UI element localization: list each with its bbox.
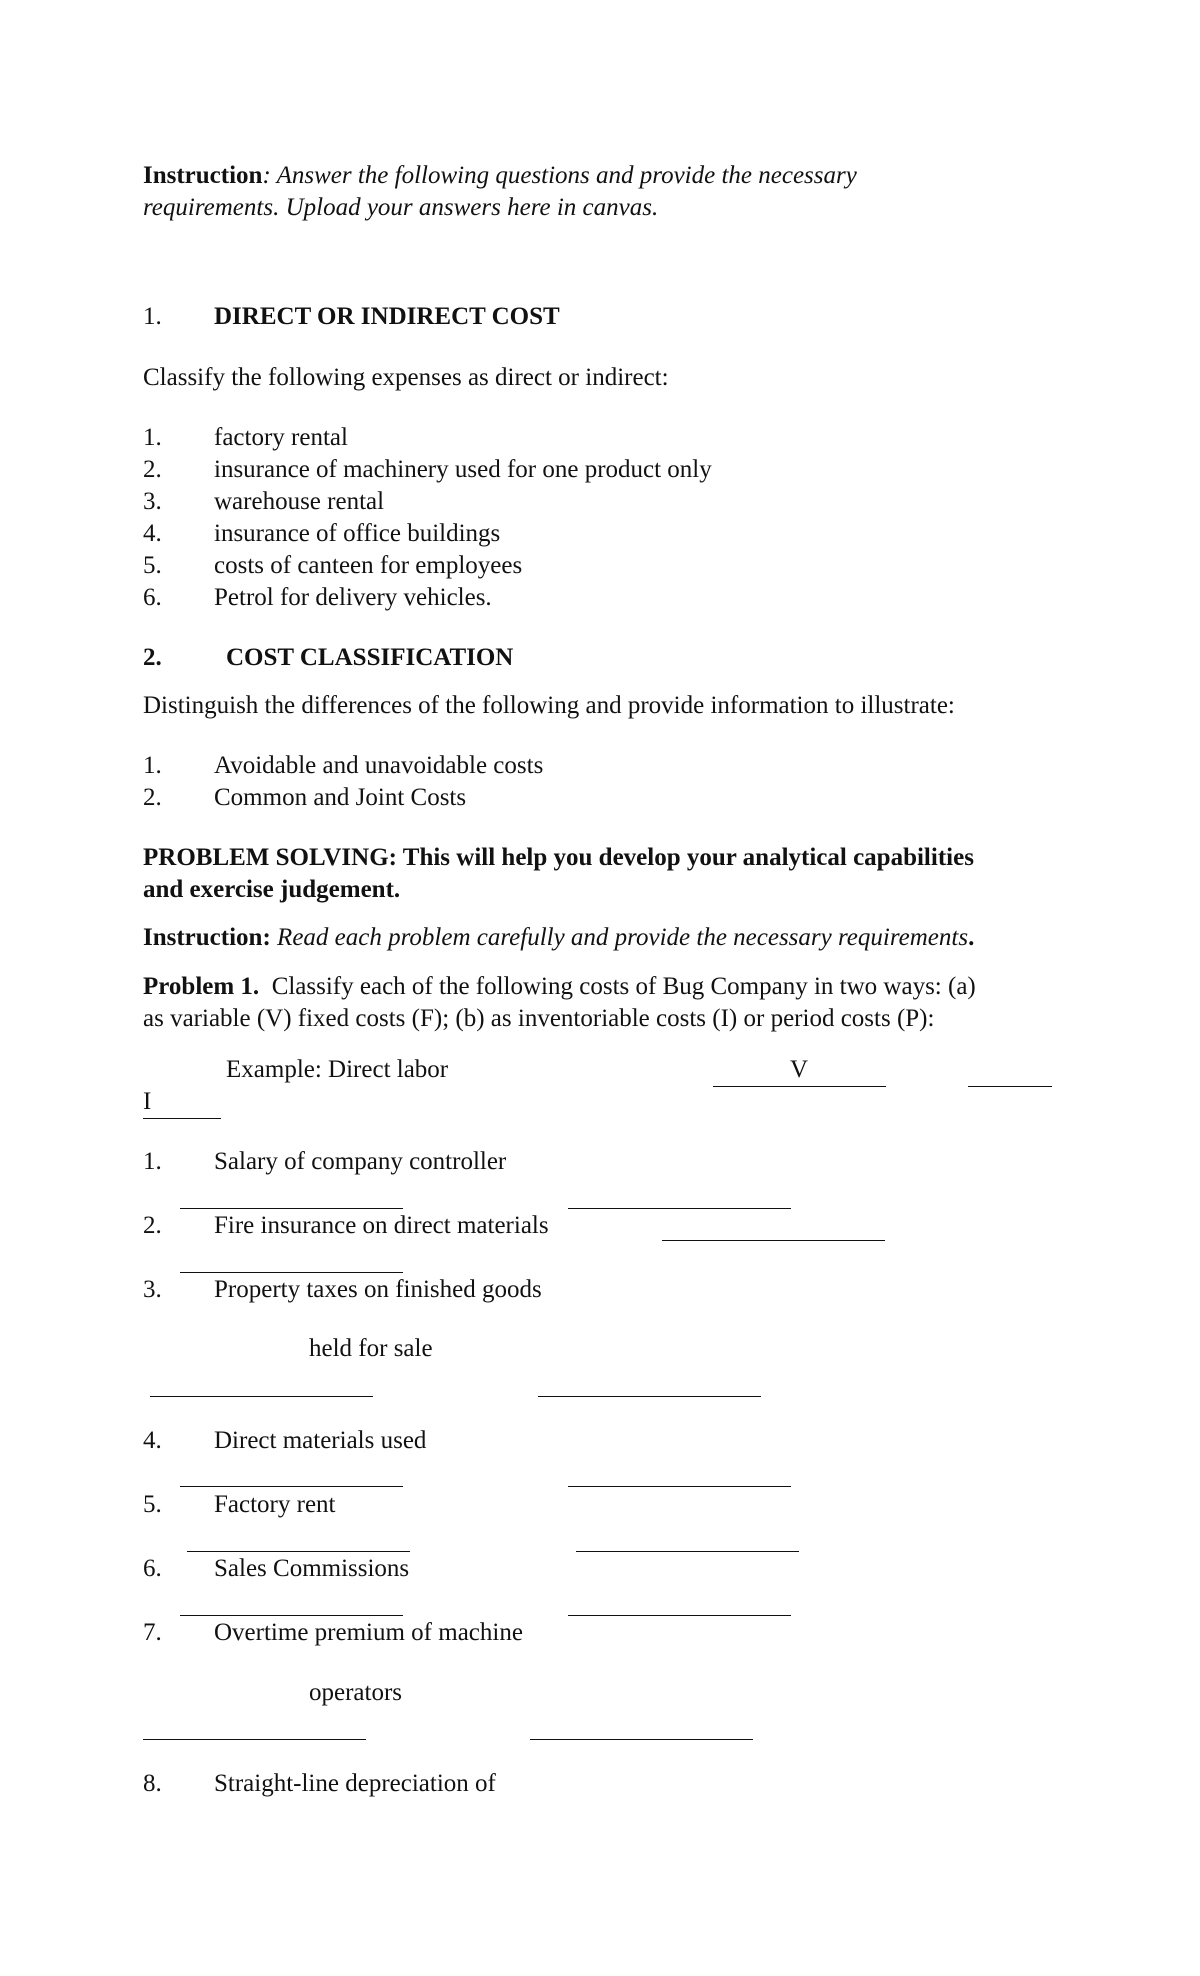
problem-solving-instruction-label: Instruction: (143, 924, 271, 951)
cost-item-number: 4. (143, 1427, 162, 1454)
instruction-text: : Answer the following questions and provide the necessary (262, 162, 857, 189)
problem-solving-heading-1: PROBLEM SOLVING: This will help you develop your analytical capabilities (143, 844, 974, 871)
list-item: factory rental (214, 424, 348, 451)
cost-item-continued: operators (309, 1679, 403, 1706)
list-item-number: 2. (143, 784, 162, 811)
list-item-number: 1. (143, 424, 162, 451)
cost-item-number: 3. (143, 1276, 162, 1303)
answer-blank-a[interactable] (180, 1615, 403, 1616)
problem-solving-instruction-text: Read each problem carefully and provide the necessary requirements (277, 924, 969, 951)
cost-item-number: 6. (143, 1555, 162, 1582)
list-item-number: 2. (143, 456, 162, 483)
cost-item: Straight-line depreciation of (214, 1770, 496, 1797)
answer-blank-b[interactable] (568, 1208, 791, 1209)
answer-blank-b[interactable] (576, 1551, 799, 1552)
list-item: costs of canteen for employees (214, 552, 523, 579)
instruction-line-1 (143, 160, 857, 192)
answer-blank-a[interactable] (143, 1739, 366, 1740)
cost-item-number: 2. (143, 1212, 162, 1239)
list-item: insurance of machinery used for one product only (214, 456, 712, 483)
cost-item-number: 7. (143, 1619, 162, 1646)
example-answer-v-underline (713, 1086, 886, 1087)
cost-item: Sales Commissions (214, 1555, 410, 1582)
list-item: warehouse rental (214, 488, 385, 515)
cost-item-continued: held for sale (309, 1335, 433, 1362)
problem-1-line-2: as variable (V) fixed costs (F); (b) as inventoriable costs (I) or period costs (P): (143, 1005, 935, 1032)
example-answer-i: I (143, 1088, 152, 1115)
answer-blank-a[interactable] (180, 1208, 403, 1209)
list-item: Avoidable and unavoidable costs (214, 752, 544, 779)
cost-item: Salary of company controller (214, 1148, 507, 1175)
problem-1-text: Classify each of the following costs of Bug Company in two ways: (a) (271, 973, 976, 1000)
problem-1-label: Problem 1. (143, 973, 260, 1000)
instruction-line-2: requirements. Upload your answers here in canvas. (143, 194, 659, 221)
example-label: Example: Direct labor (226, 1056, 449, 1083)
answer-blank-b[interactable] (180, 1272, 403, 1273)
instruction-label: Instruction (143, 162, 263, 189)
cost-item: Fire insurance on direct materials (214, 1212, 549, 1239)
list-item-number: 3. (143, 488, 162, 515)
section-1-prompt: Classify the following expenses as direct or indirect: (143, 364, 669, 391)
answer-blank-b[interactable] (530, 1739, 753, 1740)
problem-solving-heading-2: and exercise judgement. (143, 876, 401, 903)
cost-item: Direct materials used (214, 1427, 427, 1454)
example-answer-i-underline-top (968, 1086, 1052, 1087)
answer-blank-b[interactable] (568, 1615, 791, 1616)
cost-item-number: 1. (143, 1148, 162, 1175)
section-1-number: 1. (143, 303, 162, 330)
section-1-heading: DIRECT OR INDIRECT COST (214, 303, 560, 330)
list-item-number: 6. (143, 584, 162, 611)
list-item-number: 1. (143, 752, 162, 779)
problem-1-line-1 (143, 971, 976, 1003)
section-2-heading: COST CLASSIFICATION (226, 644, 514, 671)
example-answer-v: V (790, 1056, 809, 1083)
problem-solving-instruction-end: . (968, 924, 975, 951)
cost-item-number: 5. (143, 1491, 162, 1518)
section-2-prompt: Distinguish the differences of the following and provide information to illustrate: (143, 692, 955, 719)
list-item: Common and Joint Costs (214, 784, 467, 811)
answer-blank-a[interactable] (187, 1551, 410, 1552)
answer-blank-b[interactable] (568, 1486, 791, 1487)
list-item-number: 5. (143, 552, 162, 579)
list-item-number: 4. (143, 520, 162, 547)
section-2-number: 2. (143, 644, 162, 671)
cost-item: Overtime premium of machine (214, 1619, 523, 1646)
problem-solving-instruction (143, 922, 974, 954)
answer-blank-a[interactable] (150, 1396, 373, 1397)
answer-blank-a[interactable] (180, 1486, 403, 1487)
list-item: insurance of office buildings (214, 520, 501, 547)
answer-blank-b[interactable] (538, 1396, 761, 1397)
cost-item-number: 8. (143, 1770, 162, 1797)
cost-item: Factory rent (214, 1491, 336, 1518)
cost-item: Property taxes on finished goods (214, 1276, 542, 1303)
example-answer-i-underline (143, 1118, 221, 1119)
answer-blank-a[interactable] (662, 1240, 885, 1241)
list-item: Petrol for delivery vehicles. (214, 584, 492, 611)
